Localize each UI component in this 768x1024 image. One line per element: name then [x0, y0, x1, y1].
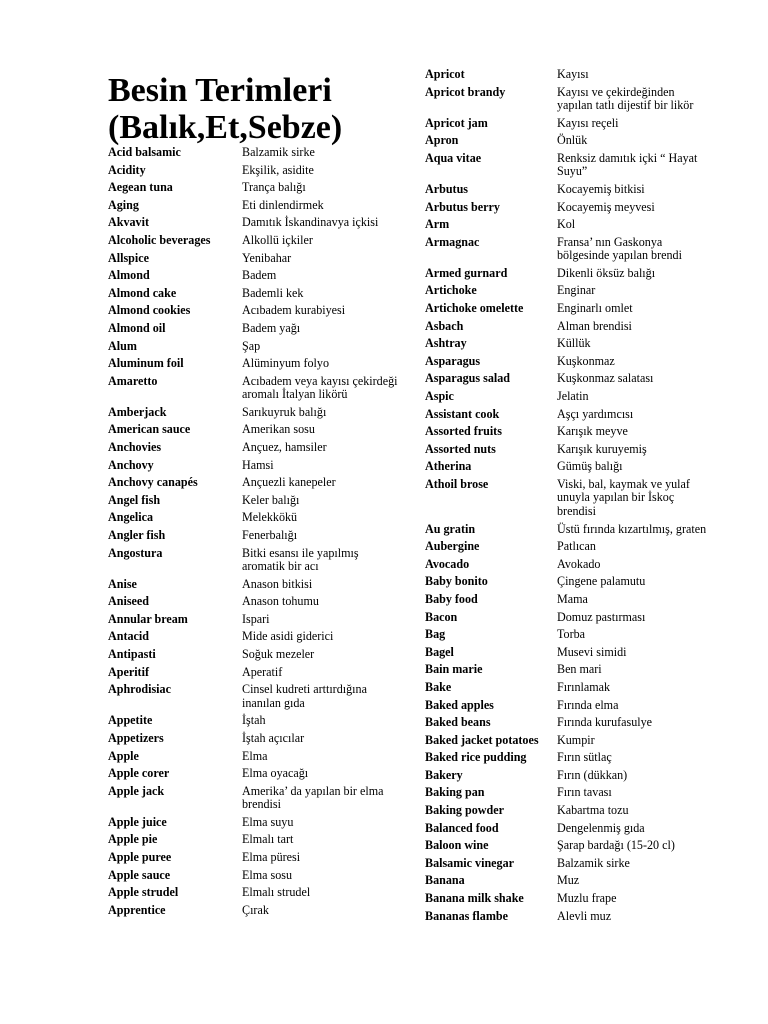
glossary-entry	[425, 302, 707, 316]
glossary-definition: Fırın sütlaç	[557, 750, 612, 765]
glossary-entry	[425, 593, 707, 607]
glossary-entry	[425, 267, 707, 281]
glossary-entry	[425, 68, 707, 82]
glossary-entry	[425, 663, 707, 677]
glossary-definition: Badem	[242, 268, 277, 283]
glossary-entry	[108, 833, 402, 847]
glossary-term: Bakery	[425, 767, 463, 782]
glossary-definition: Elmalı strudel	[242, 885, 311, 900]
glossary-definition: Gümüş balığı	[557, 459, 623, 474]
glossary-term: Almond cake	[108, 285, 177, 300]
glossary-entry	[425, 460, 707, 474]
glossary-term: Almond oil	[108, 320, 166, 335]
glossary-term: Almond cookies	[108, 303, 191, 318]
glossary-term: Arbutus	[425, 181, 469, 196]
glossary-term: Au gratin	[425, 521, 476, 536]
glossary-term: Bain marie	[425, 662, 483, 677]
glossary-term: Apple pie	[108, 832, 158, 847]
glossary-term: Apple jack	[108, 783, 165, 798]
glossary-definition: Anason bitkisi	[242, 576, 313, 591]
glossary-entry	[425, 646, 707, 660]
glossary-entry	[425, 390, 707, 404]
glossary-definition: Elma oyacağı	[242, 766, 309, 781]
glossary-entry	[108, 732, 402, 746]
glossary-entry	[108, 578, 402, 592]
glossary-term: Apple sauce	[108, 867, 171, 882]
glossary-term: Baking pan	[425, 785, 485, 800]
glossary-entry	[425, 786, 707, 800]
glossary-entry	[425, 117, 707, 131]
glossary-term: Bananas flambe	[425, 908, 508, 923]
glossary-entry	[108, 547, 402, 574]
glossary-term: Angostura	[108, 545, 163, 560]
glossary-term: Assorted nuts	[425, 441, 496, 456]
glossary-definition: Anason tohumu	[242, 594, 319, 609]
glossary-definition: Ançuez, hamsiler	[242, 440, 327, 454]
glossary-definition: İştah açıcılar	[242, 730, 305, 745]
glossary-definition: Kuşkonmaz salatası	[557, 371, 654, 386]
glossary-term: Atherina	[425, 459, 472, 474]
glossary-definition: Sarıkuyruk balığı	[242, 404, 327, 419]
glossary-definition: Kayısı	[557, 67, 589, 81]
glossary-definition: Alüminyum folyo	[242, 356, 330, 371]
glossary-term: Balsamic vinegar	[425, 855, 515, 870]
glossary-definition: Kocayemiş bitkisi	[557, 181, 645, 196]
glossary-entry	[108, 146, 402, 160]
glossary-definition: Mama	[557, 591, 588, 606]
glossary-definition: Ben mari	[557, 662, 602, 677]
glossary-definition: Enginarlı omlet	[557, 301, 633, 316]
glossary-term: Aluminum foil	[108, 356, 184, 371]
glossary-entry	[425, 183, 707, 197]
glossary-term: Angler fish	[108, 527, 166, 542]
glossary-definition: Karışık kuruyemiş	[557, 441, 647, 456]
glossary-definition: Karışık meyve	[557, 424, 628, 439]
glossary-entry	[108, 511, 402, 525]
glossary-definition: Fırında kurufasulye	[557, 715, 653, 730]
glossary-term: Bake	[425, 679, 452, 694]
glossary-term: Avocado	[425, 556, 470, 571]
glossary-term: Arbutus berry	[425, 199, 500, 214]
glossary-definition: Kuşkonmaz	[557, 353, 615, 368]
glossary-term: Appetizers	[108, 730, 164, 745]
glossary-entry	[425, 523, 707, 537]
glossary-definition: Acıbadem kurabiyesi	[242, 303, 346, 318]
glossary-term: Baloon wine	[425, 838, 489, 853]
glossary-term: Asbach	[425, 318, 464, 333]
glossary-term: Acidity	[108, 162, 146, 177]
glossary-definition: Renksiz damıtık içki “ Hayat Suyu”	[557, 150, 698, 179]
glossary-definition: Aşçı yardımcısı	[557, 406, 634, 421]
glossary-definition: Kocayemiş meyvesi	[557, 199, 655, 214]
glossary-term: Angel fish	[108, 492, 161, 507]
glossary-definition: Eti dinlendirmek	[242, 197, 324, 212]
glossary-term: Athoil brose	[425, 476, 489, 491]
glossary-definition: Kayısı reçeli	[557, 115, 619, 130]
glossary-term: Baked beans	[425, 715, 491, 730]
glossary-entry	[425, 874, 707, 888]
glossary-entry	[108, 252, 402, 266]
glossary-definition: Melekkökü	[242, 510, 298, 525]
glossary-entry	[108, 816, 402, 830]
glossary-term: Anchovy	[108, 457, 154, 472]
glossary-term: Artichoke omelette	[425, 301, 524, 316]
glossary-entry	[425, 443, 707, 457]
glossary-entry	[425, 558, 707, 572]
glossary-term: Apple juice	[108, 814, 167, 829]
glossary-definition: Damıtık İskandinavya içkisi	[242, 215, 379, 230]
glossary-definition: Kayısı ve çekirdeğinden yapılan tatlı dijestif bir likör	[557, 84, 694, 113]
glossary-term: Almond	[108, 268, 150, 283]
glossary-definition: Ançuezli kanepeler	[242, 475, 336, 490]
glossary-entry	[108, 595, 402, 609]
glossary-definition: Fırınlamak	[557, 679, 611, 694]
glossary-entry	[108, 767, 402, 781]
glossary-entry	[425, 857, 707, 871]
glossary-entry	[425, 152, 707, 179]
glossary-entry	[425, 218, 707, 232]
glossary-definition: Elmalı tart	[242, 832, 294, 847]
glossary-term: Baby food	[425, 591, 478, 606]
glossary-definition: Dengelenmiş gıda	[557, 820, 645, 835]
glossary-entry	[108, 683, 402, 710]
glossary-definition: Çırak	[242, 902, 269, 917]
glossary-entry	[108, 613, 402, 627]
glossary-definition: Acıbadem veya kayısı çekirdeği aromalı İtalyan likörü	[242, 373, 398, 402]
glossary-definition: Amerika’ da yapılan bir elma brendisi	[242, 783, 384, 812]
glossary-term: Artichoke	[425, 283, 477, 298]
glossary-definition: Avokado	[557, 556, 601, 571]
glossary-definition: Önlük	[557, 133, 588, 148]
glossary-definition: Ekşilik, asidite	[242, 162, 314, 177]
glossary-term: Apricot	[425, 67, 465, 81]
glossary-term: Amberjack	[108, 404, 167, 419]
glossary-entry	[108, 199, 402, 213]
glossary-term: Baby bonito	[425, 574, 488, 589]
glossary-column-left	[108, 146, 402, 921]
glossary-entry	[425, 408, 707, 422]
glossary-entry	[425, 478, 707, 519]
glossary-term: Baked jacket potatoes	[425, 732, 539, 747]
glossary-definition: Fırın (dükkan)	[557, 767, 628, 782]
glossary-entry	[425, 284, 707, 298]
glossary-entry	[425, 201, 707, 215]
glossary-term: Apple puree	[108, 849, 172, 864]
glossary-entry	[425, 751, 707, 765]
glossary-entry	[108, 750, 402, 764]
glossary-definition: Elma sosu	[242, 867, 293, 882]
glossary-entry	[425, 699, 707, 713]
glossary-term: Aniseed	[108, 594, 149, 609]
glossary-term: Baking powder	[425, 803, 504, 818]
glossary-definition: Küllük	[557, 336, 591, 351]
glossary-entry	[108, 785, 402, 812]
glossary-definition: Cinsel kudreti arttırdığına inanılan gıda	[242, 682, 367, 710]
glossary-definition: Bitki esansı ile yapılmış aromatik bir acı	[242, 545, 359, 574]
glossary-term: American sauce	[108, 422, 191, 437]
glossary-definition: Enginar	[557, 283, 596, 298]
glossary-definition: Kabartma tozu	[557, 803, 629, 818]
glossary-entry	[108, 886, 402, 900]
glossary-entry	[425, 681, 707, 695]
glossary-entry	[425, 575, 707, 589]
glossary-definition: Kol	[557, 217, 576, 232]
glossary-entry	[108, 476, 402, 490]
glossary-term: Anise	[108, 576, 137, 591]
glossary-entry	[425, 804, 707, 818]
glossary-term: Alcoholic beverages	[108, 232, 211, 247]
glossary-term: Aqua vitae	[425, 150, 482, 165]
glossary-entry	[108, 287, 402, 301]
glossary-entry	[425, 86, 707, 113]
glossary-entry	[425, 892, 707, 906]
glossary-definition: Bademli kek	[242, 285, 304, 300]
glossary-entry	[425, 320, 707, 334]
glossary-term: Anchovies	[108, 440, 162, 454]
glossary-definition: Şap	[242, 338, 261, 353]
glossary-term: Assorted fruits	[425, 424, 502, 439]
glossary-entry	[425, 822, 707, 836]
glossary-term: Balanced food	[425, 820, 499, 835]
glossary-term: Baked rice pudding	[425, 750, 527, 765]
glossary-entry	[108, 322, 402, 336]
glossary-definition: Fenerbalığı	[242, 527, 298, 542]
glossary-term: Ashtray	[425, 336, 467, 351]
glossary-entry	[108, 459, 402, 473]
glossary-definition: Elma püresi	[242, 849, 301, 864]
glossary-entry	[108, 234, 402, 248]
glossary-entry	[108, 529, 402, 543]
glossary-entry	[108, 357, 402, 371]
glossary-term: Armagnac	[425, 234, 480, 249]
glossary-entry	[425, 611, 707, 625]
glossary-term: Asparagus	[425, 353, 481, 368]
glossary-definition: Amerikan sosu	[242, 422, 315, 437]
glossary-definition: Ispari	[242, 611, 270, 626]
glossary-term: Allspice	[108, 250, 149, 265]
glossary-term: Bag	[425, 627, 446, 642]
glossary-term: Arm	[425, 217, 450, 232]
glossary-entry	[425, 236, 707, 263]
glossary-term: Aperitif	[108, 664, 149, 679]
glossary-term: Acid balsamic	[108, 145, 181, 159]
glossary-entry	[108, 648, 402, 662]
glossary-definition: Fırın tavası	[557, 785, 612, 800]
glossary-entry	[108, 216, 402, 230]
glossary-definition: Patlıcan	[557, 539, 596, 554]
glossary-term: Banana	[425, 873, 465, 888]
glossary-definition: Dikenli öksüz balığı	[557, 265, 656, 280]
glossary-term: Assistant cook	[425, 406, 500, 421]
glossary-definition: Musevi simidi	[557, 644, 627, 659]
glossary-entry	[108, 423, 402, 437]
glossary-term: Anchovy canapés	[108, 475, 198, 490]
glossary-column-right	[425, 68, 707, 927]
glossary-definition: Keler balığı	[242, 492, 300, 507]
glossary-definition: Balzamik sirke	[557, 855, 630, 870]
glossary-term: Apple strudel	[108, 885, 179, 900]
glossary-entry	[108, 340, 402, 354]
glossary-term: Baked apples	[425, 697, 494, 712]
glossary-entry	[425, 769, 707, 783]
page-title: Besin Terimleri (Balık,Et,Sebze)	[108, 72, 343, 146]
glossary-term: Aubergine	[425, 539, 480, 554]
glossary-definition: Hamsi	[242, 457, 274, 472]
glossary-term: Apprentice	[108, 902, 166, 917]
glossary-definition: Çingene palamutu	[557, 574, 646, 589]
glossary-term: Apple corer	[108, 766, 170, 781]
glossary-definition: Şarap bardağı (15-20 cl)	[557, 838, 675, 853]
glossary-definition: Yenibahar	[242, 250, 292, 265]
glossary-term: Apricot brandy	[425, 84, 506, 99]
glossary-entry	[108, 375, 402, 402]
glossary-definition: Üstü fırında kızartılmış, graten	[557, 521, 707, 536]
glossary-definition: İştah	[242, 713, 266, 728]
glossary-term: Bagel	[425, 644, 454, 659]
glossary-term: Akvavit	[108, 215, 149, 230]
glossary-term: Aegean tuna	[108, 180, 173, 195]
glossary-definition: Aperatif	[242, 664, 283, 679]
glossary-definition: Alman brendisi	[557, 318, 632, 333]
glossary-definition: Domuz pastırması	[557, 609, 646, 624]
glossary-term: Alum	[108, 338, 137, 353]
glossary-term: Antipasti	[108, 647, 156, 662]
glossary-term: Aspic	[425, 389, 454, 403]
glossary-entry	[108, 714, 402, 728]
glossary-definition: Fransa’ nın Gaskonya bölgesinde yapılan brendi	[557, 234, 682, 263]
glossary-entry	[425, 337, 707, 351]
glossary-term: Antacid	[108, 629, 149, 644]
glossary-definition: Alevli muz	[557, 908, 612, 923]
glossary-entry	[108, 851, 402, 865]
glossary-term: Annular bream	[108, 611, 188, 626]
glossary-term: Apple	[108, 748, 139, 763]
glossary-term: Asparagus salad	[425, 371, 511, 386]
glossary-entry	[108, 666, 402, 680]
glossary-entry	[425, 355, 707, 369]
glossary-definition: Soğuk mezeler	[242, 647, 315, 662]
glossary-entry	[425, 716, 707, 730]
glossary-definition: Viski, bal, kaymak ve yulaf unuyla yapılan bir İskoç brendisi	[557, 476, 690, 518]
glossary-definition: Badem yağı	[242, 320, 301, 335]
glossary-entry	[425, 734, 707, 748]
glossary-term: Apricot jam	[425, 115, 488, 130]
glossary-definition: Muzlu frape	[557, 891, 617, 906]
glossary-entry	[108, 630, 402, 644]
glossary-definition: Muz	[557, 873, 580, 888]
glossary-definition: Elma suyu	[242, 814, 294, 829]
glossary-entry	[108, 304, 402, 318]
glossary-entry	[425, 540, 707, 554]
glossary-entry	[108, 164, 402, 178]
glossary-definition: Mide asidi giderici	[242, 629, 334, 644]
glossary-entry	[425, 372, 707, 386]
glossary-definition: Torba	[557, 627, 586, 642]
glossary-entry	[425, 134, 707, 148]
glossary-entry	[425, 628, 707, 642]
glossary-definition: Alkollü içkiler	[242, 232, 313, 247]
glossary-term: Aphrodisiac	[108, 682, 171, 697]
glossary-entry	[425, 425, 707, 439]
glossary-definition: Trança balığı	[242, 180, 306, 195]
glossary-entry	[108, 869, 402, 883]
glossary-entry	[108, 441, 402, 455]
glossary-definition: Balzamik sirke	[242, 145, 315, 159]
glossary-definition: Kumpir	[557, 732, 595, 747]
glossary-term: Amaretto	[108, 373, 158, 388]
glossary-entry	[108, 904, 402, 918]
glossary-term: Angelica	[108, 510, 154, 525]
glossary-entry	[425, 910, 707, 924]
glossary-definition: Jelatin	[557, 389, 589, 403]
glossary-entry	[108, 269, 402, 283]
glossary-entry	[108, 494, 402, 508]
glossary-term: Appetite	[108, 713, 153, 728]
glossary-term: Armed gurnard	[425, 265, 508, 280]
glossary-definition: Elma	[242, 748, 268, 763]
glossary-term: Bacon	[425, 609, 458, 624]
glossary-definition: Fırında elma	[557, 697, 619, 712]
glossary-entry	[108, 181, 402, 195]
glossary-entry	[108, 406, 402, 420]
glossary-entry	[425, 839, 707, 853]
glossary-term: Apron	[425, 133, 459, 148]
glossary-term: Aging	[108, 197, 139, 212]
glossary-term: Banana milk shake	[425, 891, 524, 906]
